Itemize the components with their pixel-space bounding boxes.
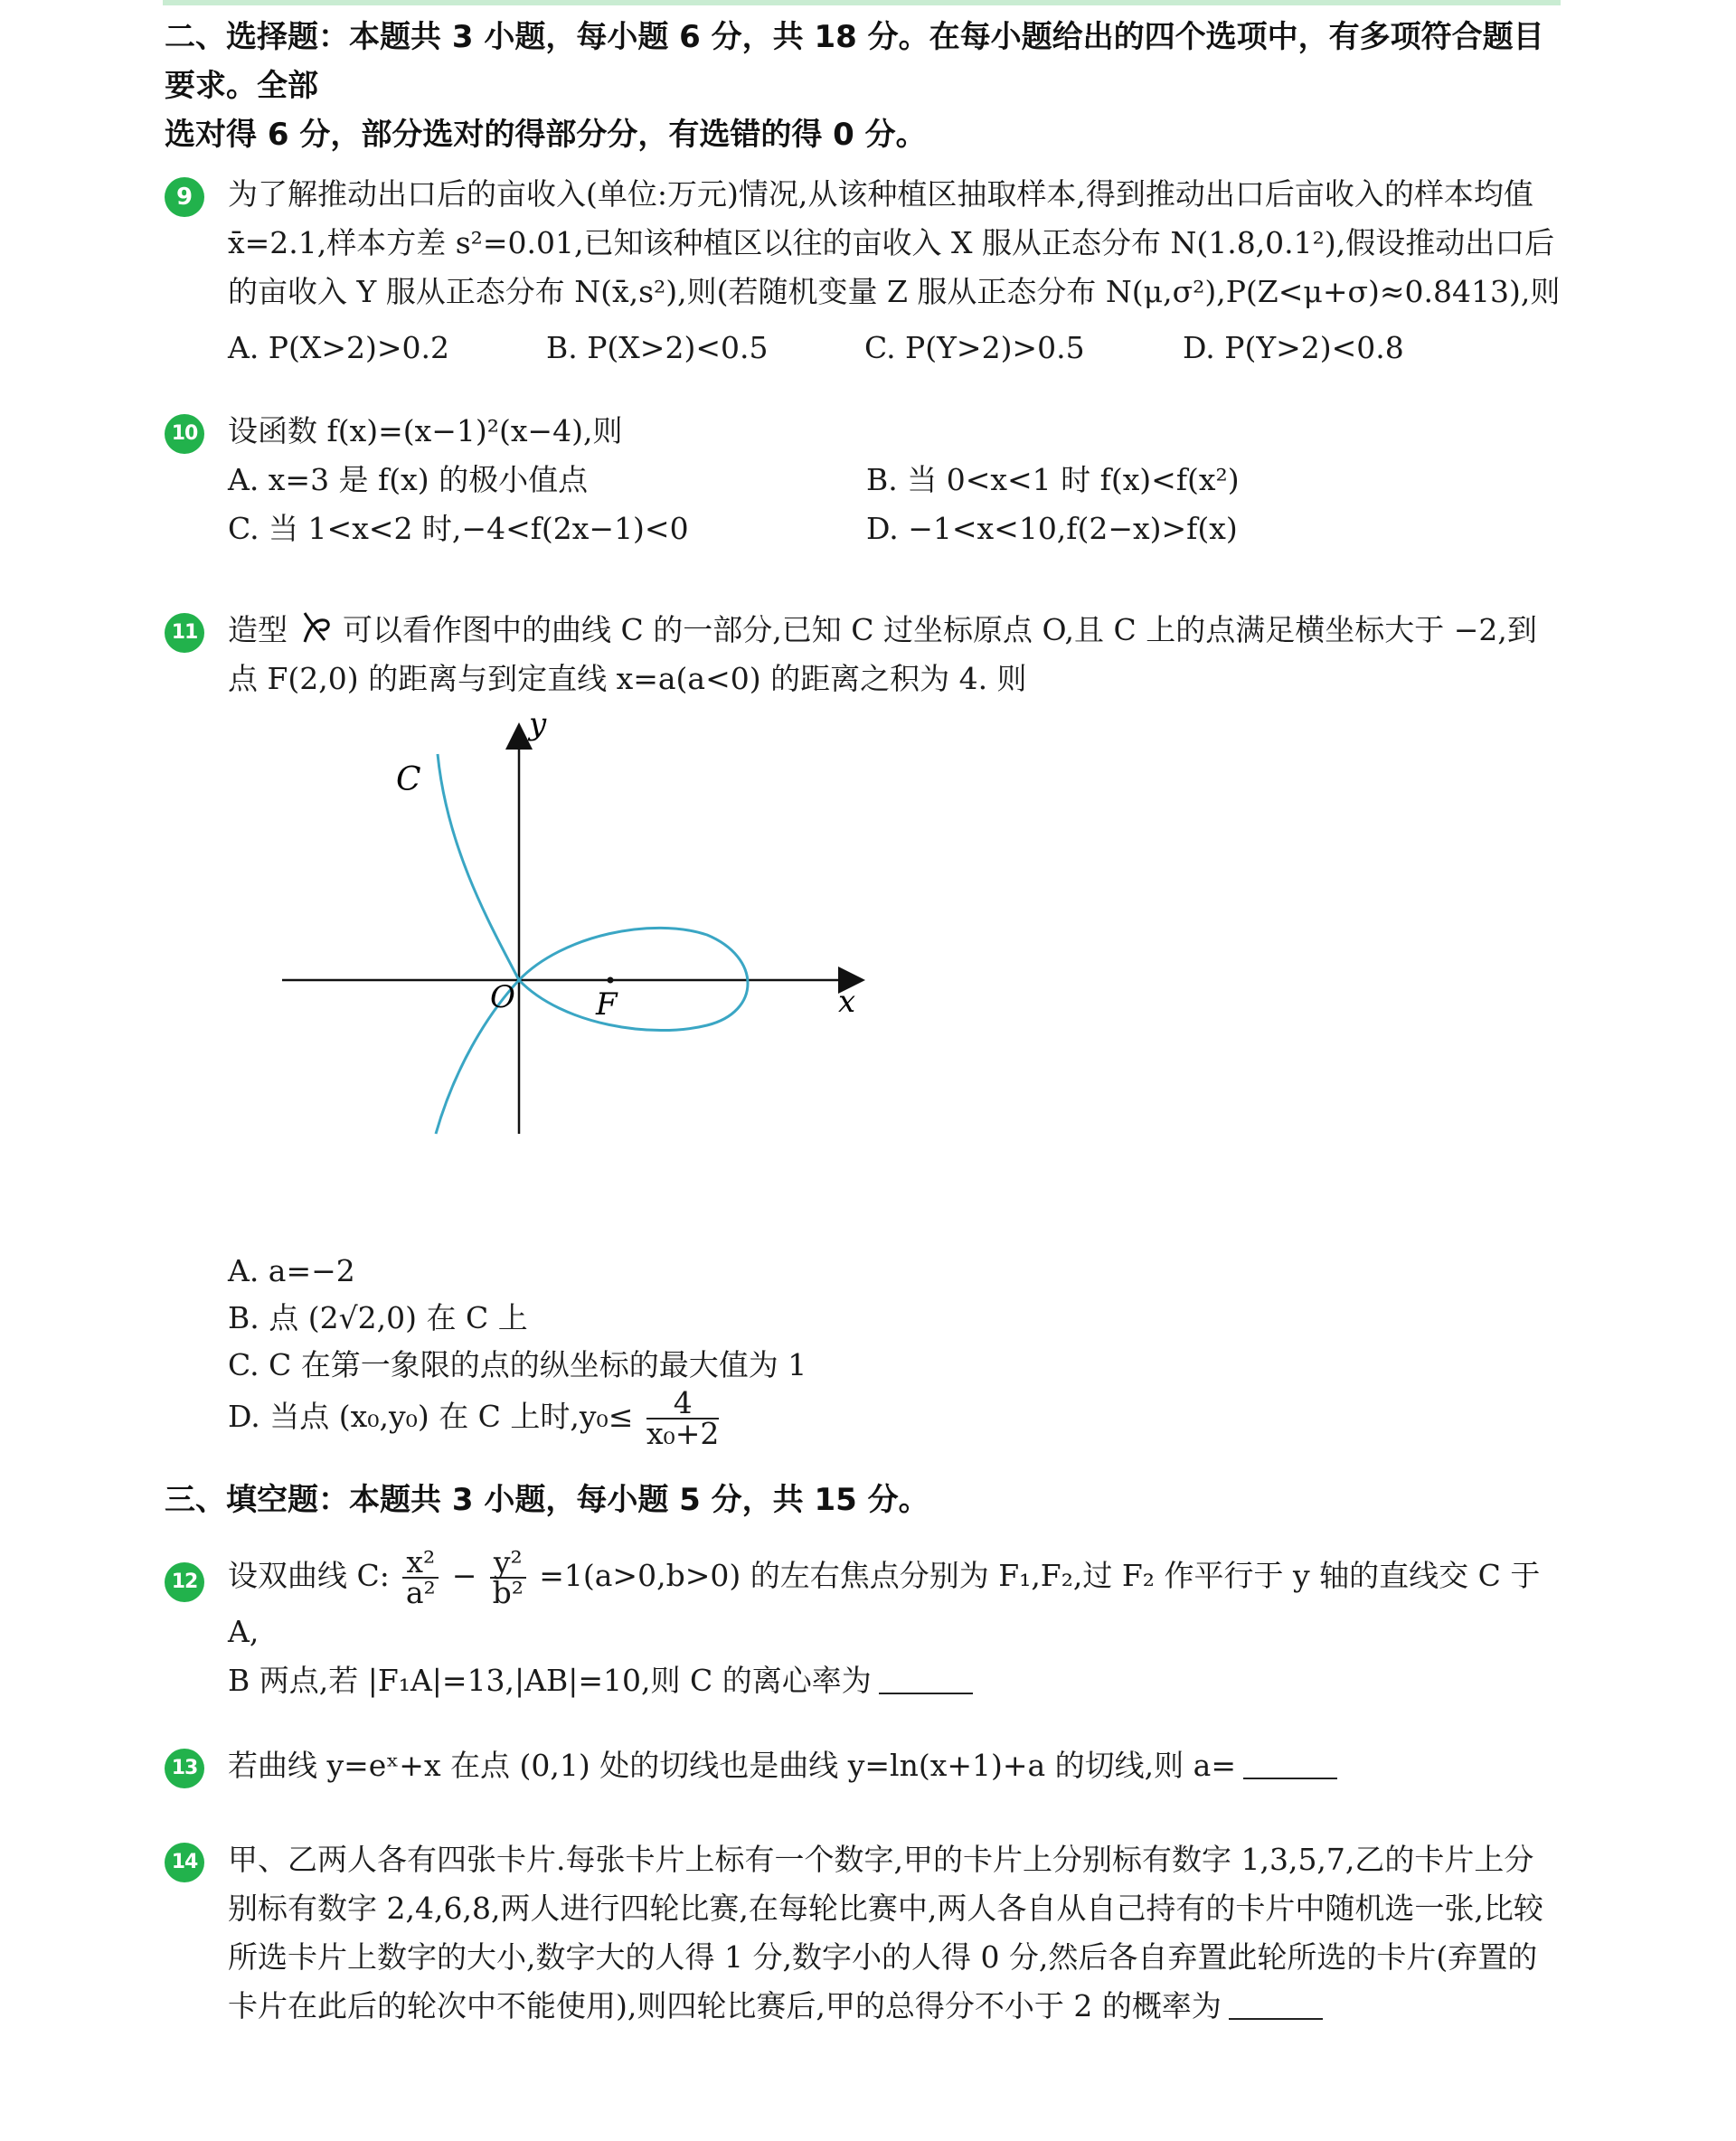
option-c: C. C 在第一象限的点的纵坐标的最大值为 1 [228, 1347, 807, 1382]
question-number-badge: 12 [165, 1562, 204, 1602]
section-2-header: 二、选择题：本题共 3 小题，每小题 6 分，共 18 分。在每小题给出的四个选项中，有多项符合题目要求。全部 选对得 6 分，部分选对的得部分分，有选错的得 0 分。 [165, 19, 1544, 153]
curve-graph [273, 709, 906, 1233]
option-b: B. P(X>2)<0.5 [546, 330, 769, 365]
label-c: C [396, 761, 421, 798]
question-text: 为了解推动出口后的亩收入(单位:万元)情况,从该种植区抽取样本,得到推动出口后亩收入的样本均值 x̄=2.1,样本方差 s²=0.01,已知该种植区以往的亩收入 X 服从正态分布 N(1.8,0.1²),假设推动出口后的亩收入 Y 服从正态分布 N(x̄,s²),则(若随机变量 Z 服从正态分布 N(μ,σ²),P(Z<μ+σ)≈0.8413),则 [228, 176, 1561, 309]
question-number-badge: 14 [165, 1843, 204, 1882]
option-d: D. 当点 (x₀,y₀) 在 C 上时,y₀≤ $\frac{4}{\text{x₀+2}}$ [228, 1385, 720, 1451]
question-number-badge: 11 [165, 613, 204, 653]
question-number-badge: 10 [165, 414, 204, 454]
question-text: 甲、乙两人各有四张卡片.每张卡片上标有一个数字,甲的卡片上分别标有数字 1,3,5,7,乙的卡片上分别标有数字 2,4,6,8,两人进行四轮比赛,在每轮比赛中,两人各自从自己持有的卡片中随机选一张,比较所选卡片上数字的大小,数字大的人得 1 分,数字小的人得 0 分,然后各自弃置此轮所选的卡片(弃置的卡片在此后的轮次中不能使用),则四轮比赛后,甲的总得分不小于 2 的概率为 [228, 1842, 1543, 2023]
answer-blank[interactable] [1243, 1747, 1337, 1779]
answer-blank[interactable] [1229, 1987, 1323, 2020]
option-a: A. P(X>2)>0.2 [228, 330, 450, 365]
label-f: F [596, 986, 618, 1023]
label-y: y [529, 709, 547, 742]
fraction: $\frac{\text{x²}}{\text{a²}}$ [402, 1548, 439, 1608]
point-f [608, 977, 614, 984]
label-o: O [490, 979, 515, 1015]
section-3-header: 三、填空题：本题共 3 小题，每小题 5 分，共 15 分。 [165, 1482, 929, 1518]
label-x: x [838, 984, 856, 1020]
fraction: $\frac{\text{y²}}{\text{b²}}$ [490, 1548, 526, 1608]
question-9 [165, 170, 1562, 373]
question-11 [165, 606, 1562, 1451]
options [228, 456, 1562, 553]
option-a: A. x=3 是 f(x) 的极小值点 [228, 462, 589, 497]
fraction: $\frac{4}{\text{x₀+2}}$ [646, 1385, 720, 1451]
options [228, 1248, 1562, 1451]
options [228, 324, 1562, 373]
option-d: D. P(Y>2)<0.8 [1183, 330, 1404, 365]
top-accent-bar [163, 0, 1561, 5]
question-12 [165, 1544, 1562, 1705]
question-text: 设函数 f(x)=(x−1)²(x−4),则 [228, 413, 623, 448]
option-b: B. 当 0<x<1 时 f(x)<f(x²) [866, 462, 1240, 497]
question-10 [165, 407, 1562, 553]
question-number-badge: 13 [165, 1749, 204, 1788]
question-text: 造型 可以看作图中的曲线 C 的一部分,已知 C 过坐标原点 O,且 C 上的点满足横坐标大于 −2,到点 F(2,0) 的距离与到定直线 x=a(a<0) 的距离之积为 4. 则 [228, 606, 1562, 703]
option-d: D. −1<x<10,f(2−x)>f(x) [866, 511, 1238, 546]
option-c: C. 当 1<x<2 时,−4<f(2x−1)<0 [228, 511, 689, 546]
question-text: 若曲线 y=eˣ+x 在点 (0,1) 处的切线也是曲线 y=ln(x+1)+a 的切线,则 a= [228, 1741, 1562, 1790]
shape-icon [297, 609, 334, 646]
question-text: 设双曲线 C: $\frac{\text{x²}}{\text{a²}}$ − $\frac{\text{y²}}{\text{b²}}$ =1(a>0,b>0) 的左右焦点分别为 F₁,F₂,过 F₂ 作平行于 y 轴的直线交 C 于 A, [228, 1544, 1541, 1649]
option-c: C. P(Y>2)>0.5 [864, 330, 1085, 365]
question-13 [165, 1741, 1562, 1790]
question-number-badge: 9 [165, 177, 204, 217]
option-b: B. 点 (2√2,0) 在 C 上 [228, 1300, 528, 1335]
question-14 [165, 1835, 1562, 2031]
question-text-line2: B 两点,若 |F₁A|=13,|AB|=10,则 C 的离心率为 [228, 1656, 1562, 1705]
curve-c [436, 754, 748, 1134]
answer-blank[interactable] [879, 1662, 973, 1694]
exam-page [165, 13, 1562, 2031]
option-a: A. a=−2 [228, 1253, 355, 1288]
